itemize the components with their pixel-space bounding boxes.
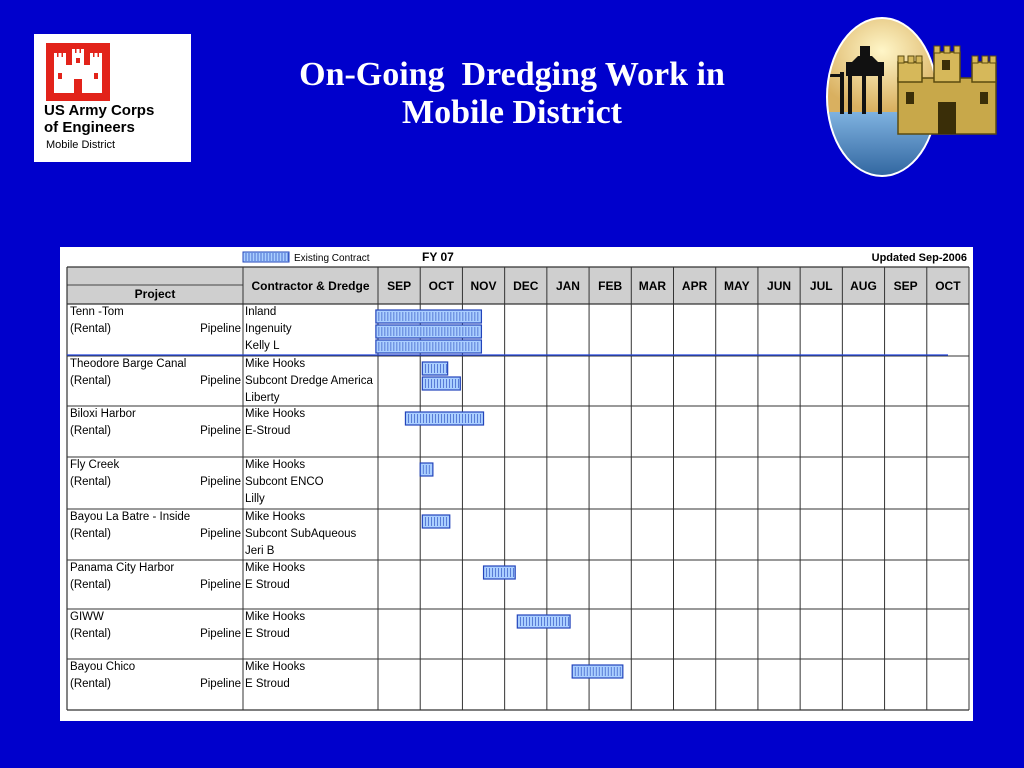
castle-lighthouse-emblem-icon xyxy=(822,16,1012,178)
project-type: (Rental) xyxy=(70,375,111,387)
month-header-apr: APR xyxy=(681,279,708,293)
contractor-line: Kelly L xyxy=(245,340,280,352)
month-header-jul: JUL xyxy=(809,279,833,293)
contractor-line: Subcont SubAqueous xyxy=(245,528,357,540)
contractor-line: Mike Hooks xyxy=(245,358,306,370)
project-name: Fly Creek xyxy=(70,459,120,471)
page-title xyxy=(232,56,792,132)
contractor-line: Mike Hooks xyxy=(245,562,306,574)
contractor-line: E Stroud xyxy=(245,628,290,640)
title-line-1: On-Going Dredging Work in xyxy=(299,56,725,93)
contractor-line: Mike Hooks xyxy=(245,511,306,523)
usace-logo xyxy=(34,34,191,162)
project-type: (Rental) xyxy=(70,323,111,335)
project-name: Bayou La Batre - Inside xyxy=(70,511,191,523)
gold-castle-icon xyxy=(898,46,996,134)
logo-line-us-army-corps: US Army Corps xyxy=(44,102,155,119)
contractor-line: Subcont Dredge America xyxy=(245,375,373,387)
logo-line-of-engineers: of Engineers xyxy=(44,119,135,136)
month-header-sep: SEP xyxy=(893,279,918,293)
project-name: GIWW xyxy=(70,611,104,623)
project-type: (Rental) xyxy=(70,425,111,437)
project-type: (Rental) xyxy=(70,678,111,690)
project-name: Bayou Chico xyxy=(70,661,136,673)
contractor-line: Mike Hooks xyxy=(245,459,306,471)
project-method: Pipeline xyxy=(200,628,241,640)
contract-bar xyxy=(422,515,449,528)
project-method: Pipeline xyxy=(200,579,241,591)
contractor-line: E-Stroud xyxy=(245,425,291,437)
month-header-mar: MAR xyxy=(638,279,667,293)
legend-label: Existing Contract xyxy=(294,253,370,264)
month-header-jun: JUN xyxy=(767,279,792,293)
contractor-line: Mike Hooks xyxy=(245,408,306,420)
contractor-line: Liberty xyxy=(245,392,280,404)
project-method: Pipeline xyxy=(200,375,241,387)
month-header-may: MAY xyxy=(724,279,750,293)
contractor-line: Subcont ENCO xyxy=(245,476,324,488)
project-name: Panama City Harbor xyxy=(70,562,175,574)
fiscal-year-label: FY 07 xyxy=(422,250,454,264)
dredging-schedule-chart xyxy=(60,247,973,721)
project-name: Tenn -Tom xyxy=(70,306,124,318)
project-method: Pipeline xyxy=(200,678,241,690)
month-header-nov: NOV xyxy=(470,279,497,293)
project-type: (Rental) xyxy=(70,528,111,540)
contract-bar xyxy=(420,463,433,476)
gantt-chart xyxy=(60,247,973,721)
contractor-line: Lilly xyxy=(245,493,265,505)
project-column-header: Project xyxy=(134,287,176,301)
month-header-aug: AUG xyxy=(850,279,877,293)
contractor-line: Mike Hooks xyxy=(245,611,306,623)
month-header-dec: DEC xyxy=(513,279,539,293)
contract-bar xyxy=(422,377,460,390)
contractor-line: E Stroud xyxy=(245,579,290,591)
project-name: Biloxi Harbor xyxy=(70,408,136,420)
logo-line-district: Mobile District xyxy=(46,139,116,151)
project-name: Theodore Barge Canal xyxy=(70,358,187,370)
contractor-line: Inland xyxy=(245,306,277,318)
contractor-line: Mike Hooks xyxy=(245,661,306,673)
month-header-oct: OCT xyxy=(428,279,454,293)
month-header-oct: OCT xyxy=(935,279,961,293)
project-method: Pipeline xyxy=(200,476,241,488)
contract-bar xyxy=(422,362,447,375)
project-method: Pipeline xyxy=(200,323,241,335)
project-method: Pipeline xyxy=(200,425,241,437)
contractor-line: E Stroud xyxy=(245,678,290,690)
month-header-jan: JAN xyxy=(555,279,580,293)
contractor-column-header: Contractor & Dredge xyxy=(251,279,370,293)
title-line-2: Mobile District xyxy=(402,94,622,131)
updated-date-label: Updated Sep-2006 xyxy=(871,252,967,264)
contract-bar xyxy=(572,665,623,678)
project-method: Pipeline xyxy=(200,528,241,540)
castle-logo-icon xyxy=(46,43,110,101)
contractor-line: Ingenuity xyxy=(245,323,292,335)
project-type: (Rental) xyxy=(70,628,111,640)
project-type: (Rental) xyxy=(70,476,111,488)
month-header-feb: FEB xyxy=(598,279,623,293)
month-header-sep: SEP xyxy=(387,279,412,293)
contractor-line: Jeri B xyxy=(245,545,275,557)
project-type: (Rental) xyxy=(70,579,111,591)
